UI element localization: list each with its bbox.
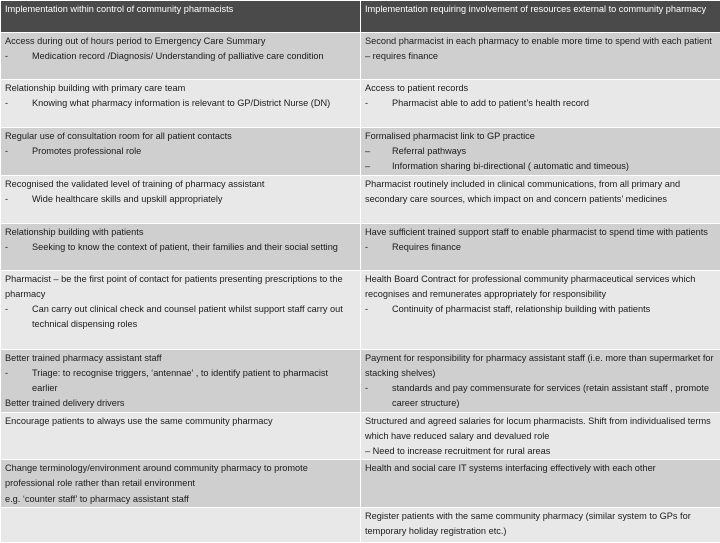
table-cell-right <box>361 128 720 176</box>
sub-item-text: Referral pathways <box>392 146 466 156</box>
header-cell-right: Implementation requiring involvement of resources external to community pharmacy <box>361 1 720 33</box>
cell-text: – requires finance <box>365 49 716 64</box>
sub-item-text: Promotes professional role <box>32 146 141 156</box>
sub-item-text: Can carry out clinical check and counsel patient whilst support staff carry out technical dispensing roles <box>32 304 343 329</box>
table-cell-right <box>361 33 720 80</box>
sub-item-text: Triage: to recognise triggers, ‘antennae’ , to identify patient to pharmacist earlier <box>32 368 328 393</box>
sub-item <box>5 240 356 255</box>
cell-text: e.g. ‘counter staff’ to pharmacy assistant staff <box>5 492 356 507</box>
table-row <box>1 223 720 270</box>
table-row <box>1 33 720 80</box>
table-row <box>1 460 720 508</box>
sub-item <box>365 381 716 411</box>
bullet-marker: – <box>365 159 370 174</box>
cell-text: Change terminology/environment around community pharmacy to promote professional role rather than retail environment <box>5 461 356 491</box>
header-row <box>1 1 720 33</box>
table-cell-right <box>361 460 720 508</box>
sub-item <box>365 302 716 317</box>
table-row <box>1 175 720 223</box>
cell-text: Regular use of consultation room for all patient contacts <box>5 129 356 144</box>
bullet-marker: - <box>365 381 368 396</box>
cell-text: Register patients with the same community pharmacy (similar system to GPs for temporary holiday registration etc.) <box>365 509 716 539</box>
cell-text: Encourage patients to always use the same community pharmacy <box>5 414 356 429</box>
cell-text: Better trained pharmacy assistant staff <box>5 351 356 366</box>
header-cell-left: Implementation within control of community pharmacists <box>1 1 361 33</box>
table-row <box>1 128 720 176</box>
table-cell-right <box>361 412 720 460</box>
table-cell-right <box>361 223 720 270</box>
bullet-marker: - <box>365 240 368 255</box>
table-row <box>1 80 720 128</box>
sub-item <box>5 49 356 64</box>
sub-item-text: Knowing what pharmacy information is relevant to GP/District Nurse (DN) <box>32 98 330 108</box>
bullet-marker: - <box>365 302 368 317</box>
bullet-marker: - <box>365 96 368 111</box>
table-row <box>1 349 720 412</box>
table-cell-left <box>1 349 361 412</box>
table-cell-left <box>1 460 361 508</box>
cell-text: Access to patient records <box>365 81 716 96</box>
cell-text: Second pharmacist in each pharmacy to enable more time to spend with each patient <box>365 34 716 49</box>
sub-item <box>5 192 356 207</box>
table-cell-right <box>361 349 720 412</box>
cell-text: Pharmacist – be the first point of contact for patients presenting prescriptions to the pharmacy <box>5 272 356 302</box>
sub-item <box>365 240 716 255</box>
sub-item <box>5 302 356 332</box>
table-cell-left <box>1 33 361 80</box>
table-cell-left <box>1 412 361 460</box>
sub-item <box>365 96 716 111</box>
table-row <box>1 270 720 349</box>
sub-item-text: Requires finance <box>392 242 461 252</box>
cell-text: Recognised the validated level of training of pharmacy assistant <box>5 177 356 192</box>
cell-text: Better trained delivery drivers <box>5 396 356 411</box>
bullet-marker: - <box>5 302 8 317</box>
sub-item <box>365 159 716 174</box>
cell-text: Have sufficient trained support staff to enable pharmacist to spend time with patients <box>365 225 716 240</box>
sub-item <box>5 366 356 396</box>
sub-item-text: Seeking to know the context of patient, their families and their social setting <box>32 242 338 252</box>
table-cell-right <box>361 507 720 542</box>
cell-text: Relationship building with primary care team <box>5 81 356 96</box>
table-cell-left <box>1 128 361 176</box>
sub-item-text: Information sharing bi-directional ( automatic and timeous) <box>392 161 629 171</box>
bullet-marker: - <box>5 192 8 207</box>
cell-text: – Need to increase recruitment for rural areas <box>365 444 716 459</box>
cell-text: Health and social care IT systems interfacing effectively with each other <box>365 461 716 476</box>
table-cell-left <box>1 270 361 349</box>
bullet-marker: - <box>5 144 8 159</box>
bullet-marker: - <box>5 366 8 381</box>
cell-text: Access during out of hours period to Emergency Care Summary <box>5 34 356 49</box>
bullet-marker: – <box>365 144 370 159</box>
table-cell-right <box>361 175 720 223</box>
cell-text: Formalised pharmacist link to GP practice <box>365 129 716 144</box>
bullet-marker: - <box>5 240 8 255</box>
bullet-marker: - <box>5 96 8 111</box>
table-row <box>1 507 720 542</box>
sub-item <box>365 144 716 159</box>
sub-item-text: Medication record /Diagnosis/ Understanding of palliative care condition <box>32 51 324 61</box>
cell-text: Relationship building with patients <box>5 225 356 240</box>
table-row <box>1 412 720 460</box>
sub-item-text: Pharmacist able to add to patient’s health record <box>392 98 589 108</box>
cell-text: Pharmacist routinely included in clinical communications, from all primary and secondary care sources, which impact on and concern patients’ medicines <box>365 177 716 207</box>
cell-text: Structured and agreed salaries for locum pharmacists. Shift from individualised terms which have reduced salary and devalued role <box>365 414 716 444</box>
table-cell-right <box>361 80 720 128</box>
sub-item <box>5 96 356 111</box>
sub-item-text: Continuity of pharmacist staff, relationship building with patients <box>392 304 650 314</box>
sub-item-text: standards and pay commensurate for services (retain assistant staff , promote career structure) <box>392 383 709 408</box>
cell-text: Health Board Contract for professional community pharmaceutical services which recognises and remunerates appropriately for responsibility <box>365 272 716 302</box>
table-cell-right <box>361 270 720 349</box>
cell-text: Payment for responsibility for pharmacy assistant staff (i.e. more than supermarket for stacking shelves) <box>365 351 716 381</box>
sub-item <box>5 144 356 159</box>
sub-item-text: Wide healthcare skills and upskill appropriately <box>32 194 222 204</box>
table-body <box>1 1 720 543</box>
table-cell-left <box>1 507 361 542</box>
table-cell-left <box>1 175 361 223</box>
table-cell-left <box>1 223 361 270</box>
table-cell-left <box>1 80 361 128</box>
bullet-marker: - <box>5 49 8 64</box>
